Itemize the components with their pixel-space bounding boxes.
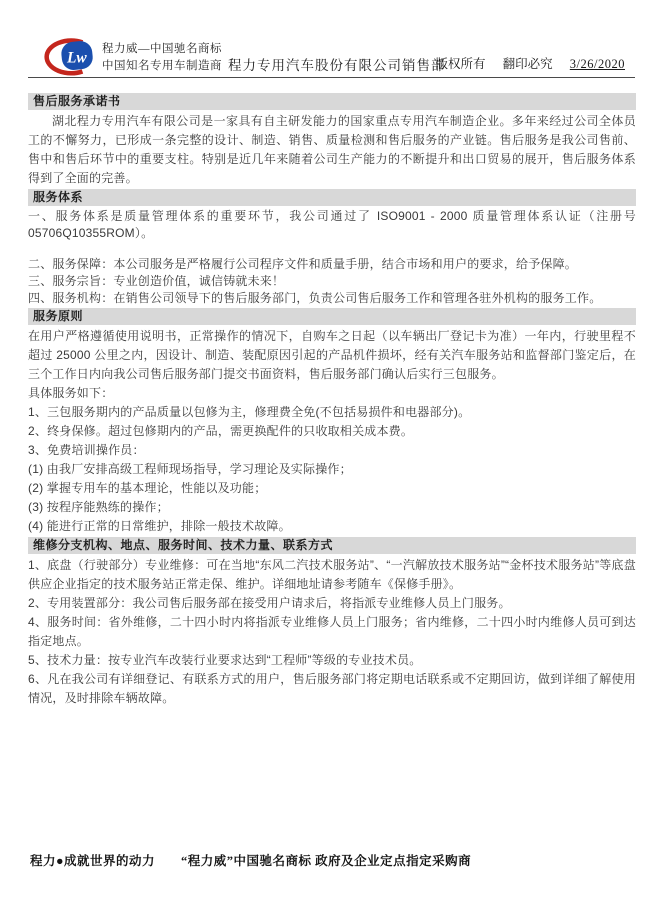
page-footer	[30, 851, 625, 869]
brand-manufacturer-line: 中国知名专用车制造商	[102, 60, 222, 72]
section-heading-service-system: 服务体系	[28, 189, 636, 206]
paragraph: 湖北程力专用汽车有限公司是一家具有自主研发能力的国家重点专用汽车制造企业。多年来经过公司全体员工的不懈努力，已形成一条完整的设计、制造、销售、质量检测和售后服务的产业链。售后服务是我公司售前、售中和售后环节中的重要支柱。特别是近几年来随着公司生产能力的不断提升和出口贸易的展开，售后服务体系得到了全面的完善。	[28, 114, 636, 185]
header-divider	[28, 77, 635, 78]
copyright-label: 版权所有	[435, 57, 486, 71]
sub-list-item: (1) 由我厂安排高级工程师现场指导，学习理论及实际操作；	[28, 462, 352, 476]
list-item: 2、专用装置部分：我公司售后服务部在接受用户请求后，将指派专业维修人员上门服务。	[28, 596, 511, 610]
section-body-repair-branches	[28, 556, 636, 708]
chengli-logo-icon	[38, 36, 96, 76]
document-body	[28, 92, 636, 708]
list-item: 二、服务保障：本公司服务是严格履行公司程序文件和质量手册，结合市场和用户的要求，给予保障。	[28, 257, 578, 271]
no-reprint-label: 翻印必究	[502, 57, 553, 71]
list-item: 2、终身保修。超过包修期内的产品，需更换配件的只收取相关成本费。	[28, 424, 414, 438]
copyright-block	[422, 54, 625, 72]
document-date: 3/26/2020	[569, 57, 625, 71]
section-body-service-principles	[28, 327, 636, 536]
section-body-service-system	[28, 208, 636, 307]
list-item: 6、凡在我公司有详细登记、有联系方式的用户，售后服务部门将定期电话联系或不定期回访，做到详细了解使用情况，及时排除车辆故障。	[28, 672, 636, 705]
brand-trademark-line: 程力威—中国驰名商标	[102, 43, 222, 55]
svg-text:Lw: Lw	[67, 49, 87, 67]
list-item: 三、服务宗旨：专业创造价值，诚信铸就未来！	[28, 274, 285, 288]
list-item: 1、三包服务期内的产品质量以包修为主，修理费全免(不包括易损件和电器部分)。	[28, 405, 471, 419]
list-item: 4、服务时间：省外维修，二十四小时内将指派专业维修人员上门服务；省内维修，二十四小时内维修人员可到达指定地点。	[28, 615, 636, 648]
list-item: 5、技术力量：按专业汽车改装行业要求达到“工程师”等级的专业技术员。	[28, 653, 422, 667]
paragraph: 在用户严格遵循使用说明书，正常操作的情况下，自购车之日起（以车辆出厂登记卡为准）一年内，行驶里程不超过 25000 公里之内，因设计、制造、装配原因引起的产品机件损坏，经有关汽车服务站和监督部门鉴定后，在三个工作日内向我公司售后服务部门提交书面资料，售后服务部门确认后实行三包服务。	[28, 329, 636, 381]
list-item: 3、免费培训操作员：	[28, 443, 145, 457]
section-heading-service-principles: 服务原则	[28, 308, 636, 325]
section-heading-repair-branches: 维修分支机构、地点、服务时间、技术力量、联系方式	[28, 537, 636, 554]
company-title: 程力专用汽车股份有限公司销售部	[228, 58, 446, 73]
list-item: 四、服务机构：在销售公司领导下的售后服务部门，负责公司售后服务工作和管理各驻外机构的服务工作。	[28, 291, 602, 305]
section-heading-service-commitment: 售后服务承诺书	[28, 93, 636, 110]
sub-list-item: (4) 能进行正常的日常维护，排除一般技术故障。	[28, 519, 291, 533]
sub-list-item: (3) 按程序能熟练的操作；	[28, 500, 169, 514]
blank-line	[28, 242, 636, 256]
section-body-service-commitment	[28, 112, 636, 188]
list-item: 1、底盘（行驶部分）专业维修：可在当地“东风二汽技术服务站”、“一汽解放技术服务站”“金杯技术服务站”等底盘供应企业指定的技术服务站正常走保、维护。详细地址请参考随车《保修手册》。	[28, 558, 636, 591]
list-item: 一、服务体系是质量管理体系的重要环节，我公司通过了 ISO9001 - 2000 质量管理体系认证（注册号 05706Q10355ROM）。	[28, 209, 636, 240]
brand-tagline	[102, 41, 222, 75]
page-header	[38, 36, 625, 78]
sub-list-item: (2) 掌握专用车的基本理论，性能以及功能；	[28, 481, 267, 495]
paragraph: 具体服务如下：	[28, 386, 114, 400]
footer-slogan: 程力●成就世界的动力 “程力威”中国驰名商标 政府及企业定点指定采购商	[30, 854, 472, 868]
